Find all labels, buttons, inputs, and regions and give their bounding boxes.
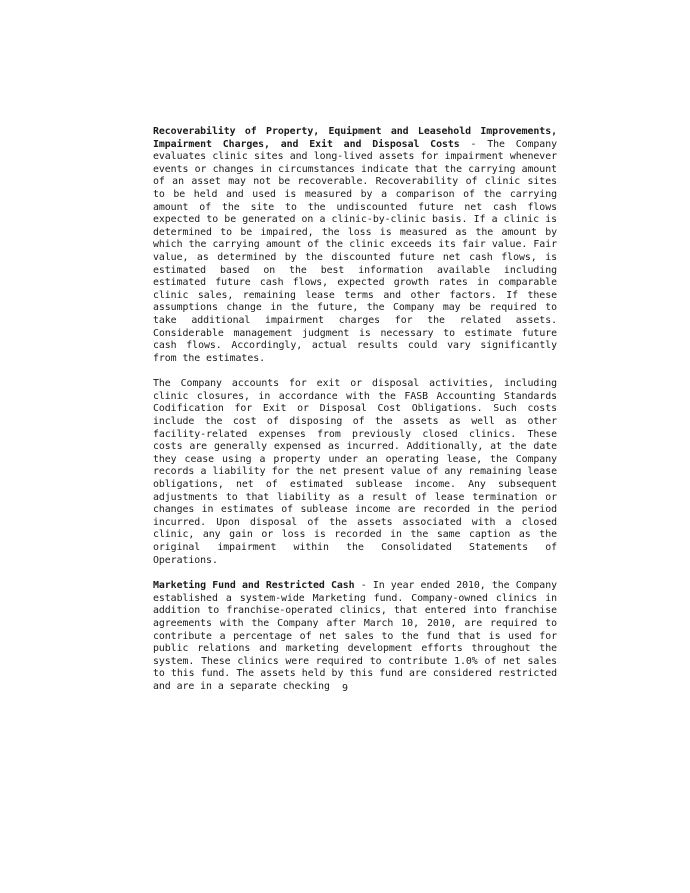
paragraph-heading: Recoverability of Property, Equipment and Leasehold Improvements, Impairment Charges, and Exit and Disposal Costs bbox=[153, 126, 557, 150]
paragraph-recoverability bbox=[153, 126, 557, 365]
paragraph-text: - In year ended 2010, the Company established a system-wide Marketing fund. Company-owned clinics in addition to franchise-operated clinics, that entered into franchise agreements with the Company after March 10, 2010, are required to contribute a percentage of net sales to the fund that is used for public relations and marketing development efforts throughout the system. These clinics were required to contribute 1.0% of net sales to this fund. The assets held by this fund are considered restricted and are in a separate checking bbox=[153, 580, 557, 692]
paragraph-exit-disposal bbox=[153, 378, 557, 567]
document-body bbox=[153, 126, 557, 694]
paragraph-text: The Company accounts for exit or disposal activities, including clinic closures, in accordance with the FASB Accounting Standards Codification for Exit or Disposal Cost Obligations. Such costs include the cost of disposing of the assets as well as other facility-related expenses from previously closed clinics. These costs are generally expensed as incurred. Additionally, at the date they cease using a property under an operating lease, the Company records a liability for the net present value of any remaining lease obligations, net of estimated sublease income. Any subsequent adjustments to that liability as a result of lease termination or changes in estimates of sublease income are recorded in the period incurred. Upon disposal of the assets associated with a closed clinic, any gain or loss is recorded in the same caption as the original impairment within the Consolidated Statements of Operations. bbox=[153, 378, 557, 566]
paragraph-marketing-fund bbox=[153, 580, 557, 693]
paragraph-text: - The Company evaluates clinic sites and long-lived assets for impairment whenever events or changes in circumstances indicate that the carrying amount of an asset may not be recoverable. Recoverability of clinic sites to be held and used is measured by a comparison of the carrying amount of the site to the undiscounted future net cash flows expected to be generated on a clinic-by-clinic basis. If a clinic is determined to be impaired, the loss is measured as the amount by which the carrying amount of the clinic exceeds its fair value. Fair value, as determined by the discounted future net cash flows, is estimated based on the best information available including estimated future cash flows, expected growth rates in comparable clinic sales, remaining lease terms and other factors. If these assumptions change in the future, the Company may be required to take additional impairment charges for the related assets. Considerable management judgment is necessary to estimate future cash flows. Accordingly, actual results could vary significantly from the estimates. bbox=[153, 138, 557, 364]
page-number: 9 bbox=[341, 683, 349, 694]
paragraph-heading: Marketing Fund and Restricted Cash bbox=[153, 580, 355, 592]
